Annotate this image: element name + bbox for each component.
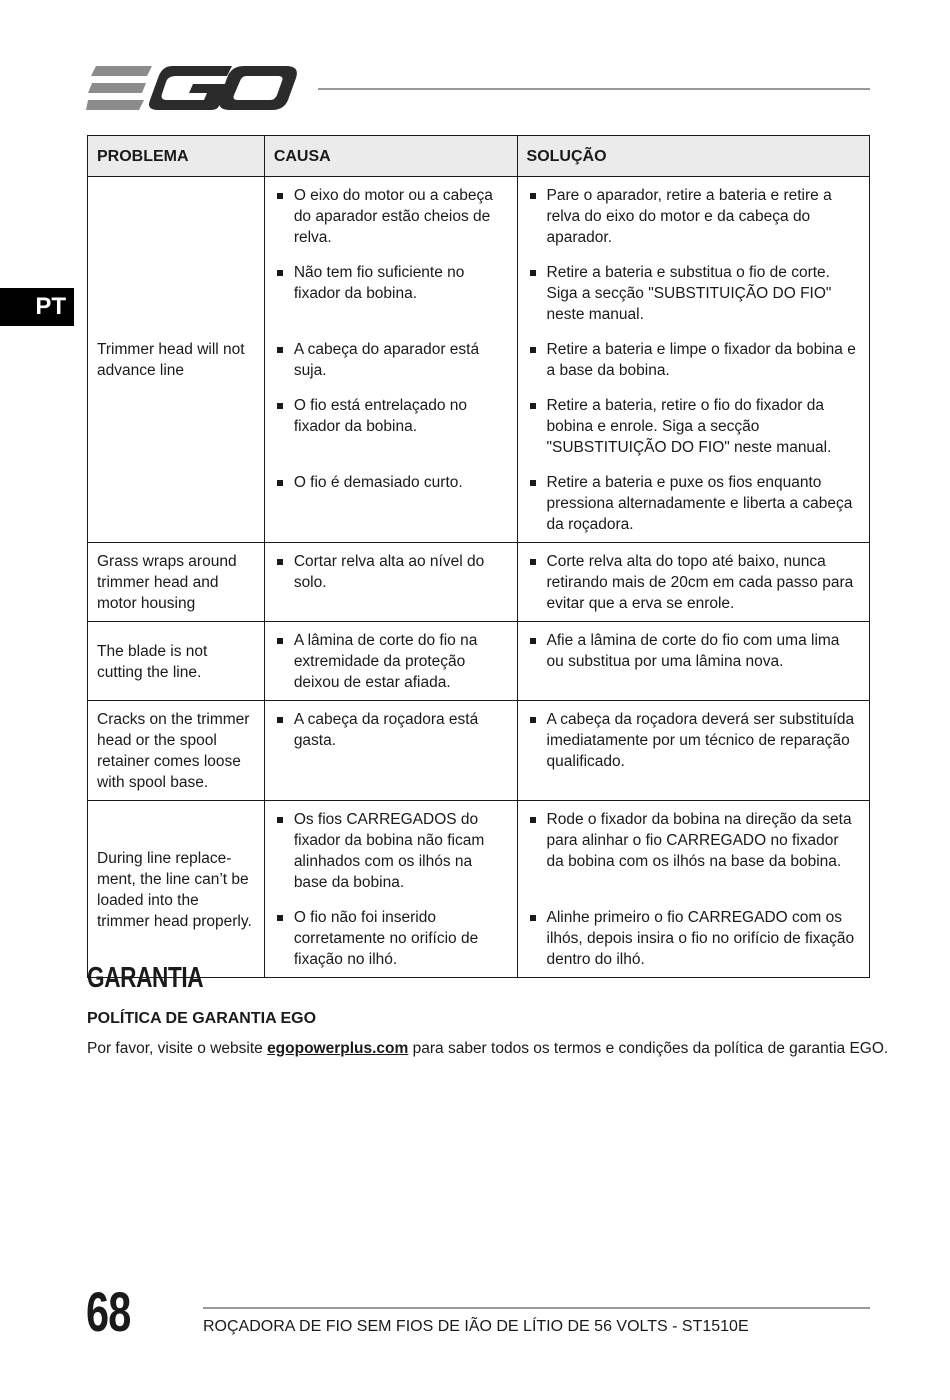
header-rule [318, 88, 870, 90]
warranty-text-after: para saber todos os termos e condições da política de garantia EGO. [408, 1040, 889, 1057]
warranty-link[interactable]: egopowerplus.com [267, 1040, 409, 1057]
warranty-subtitle: POLÍTICA DE GARANTIA EGO [87, 1010, 317, 1027]
header-cause: CAUSA [264, 136, 517, 177]
table-row [88, 701, 870, 801]
problem-cell: Grass wraps around trimmer head and motor housing [88, 543, 265, 622]
cause-item: A cabeça da roçadora está gasta. [274, 709, 508, 772]
table-row [88, 543, 870, 622]
footer-title: ROÇADORA DE FIO SEM FIOS DE IÃO DE LÍTIO DE 56 VOLTS - ST1510E [203, 1318, 749, 1335]
cause-item: O fio não foi inserido corretamente no orifício de fixação no ilhó. [274, 907, 508, 970]
cause-list [274, 630, 508, 693]
cause-list [274, 809, 508, 970]
warranty-text-before: Por favor, visite o website [87, 1040, 268, 1057]
language-tab: PT [0, 288, 74, 326]
table-header-row [88, 136, 870, 177]
solution-item: Corte relva alta do topo até baixo, nunca retirando mais de 20cm em cada passo para evitar que a erva se enrole. [527, 551, 860, 614]
solution-cell [517, 177, 869, 543]
solution-cell [517, 801, 869, 978]
problem-cell: The blade is not cutting the line. [88, 622, 265, 701]
solution-item: Rode o fixador da bobina na direção da seta para alinhar o fio CARREGADO no fixador da bobina com os ilhós na base da bobina. [527, 809, 860, 893]
solution-item: A cabeça da roçadora deverá ser substituída imediatamente por um técnico de reparação qualificado. [527, 709, 860, 772]
cause-list [274, 185, 508, 535]
solution-list [527, 809, 860, 970]
cause-list [274, 551, 508, 614]
troubleshooting-table [87, 135, 870, 978]
footer-rule [203, 1307, 870, 1309]
cause-item: Cortar relva alta ao nível do solo. [274, 551, 508, 614]
cause-item: A lâmina de corte do fio na extremidade da proteção deixou de estar afiada. [274, 630, 508, 693]
cause-cell [264, 543, 517, 622]
solution-item: Retire a bateria e puxe os fios enquanto pressiona alternadamente e liberta a cabeça da roçadora. [527, 472, 860, 535]
ego-logo [86, 62, 298, 114]
cause-cell [264, 801, 517, 978]
cause-item: O fio é demasiado curto. [274, 472, 508, 535]
warranty-title: GARANTIA [87, 962, 204, 994]
solution-cell [517, 543, 869, 622]
cause-item: O eixo do motor ou a cabeça do aparador estão cheios de relva. [274, 185, 508, 248]
solution-item: Retire a bateria e limpe o fixador da bobina e a base da bobina. [527, 339, 860, 381]
solution-item: Pare o aparador, retire a bateria e retire a relva do eixo do motor e da cabeça do aparador. [527, 185, 860, 248]
header-solution: SOLUÇÃO [517, 136, 869, 177]
table-row [88, 622, 870, 701]
cause-item: Não tem fio suficiente no fixador da bobina. [274, 262, 508, 325]
cause-cell [264, 701, 517, 801]
table-row [88, 801, 870, 978]
cause-cell [264, 177, 517, 543]
cause-list [274, 709, 508, 772]
cause-item: O fio está entrelaçado no fixador da bobina. [274, 395, 508, 458]
problem-cell: Cracks on the trimmer head or the spool retainer comes loose with spool base. [88, 701, 265, 801]
solution-cell [517, 701, 869, 801]
warranty-text [87, 1040, 888, 1058]
solution-item: Afie a lâmina de corte do fio com uma lima ou substitua por uma lâmina nova. [527, 630, 860, 693]
problem-cell: During line replace-ment, the line can’t be loaded into the trimmer head properly. [88, 801, 265, 978]
solution-list [527, 709, 860, 772]
table-row [88, 177, 870, 543]
solution-list [527, 185, 860, 535]
solution-item: Retire a bateria e substitua o fio de corte. Siga a secção "SUBSTITUIÇÃO DO FIO" neste manual. [527, 262, 860, 325]
solution-item: Retire a bateria, retire o fio do fixador da bobina e enrole. Siga a secção "SUBSTITUIÇÃO DO FIO" neste manual. [527, 395, 860, 458]
solution-list [527, 630, 860, 693]
solution-list [527, 551, 860, 614]
problem-cell: Trimmer head will not advance line [88, 177, 265, 543]
page-number: 68 [86, 1280, 131, 1343]
cause-cell [264, 622, 517, 701]
solution-item: Alinhe primeiro o fio CARREGADO com os ilhós, depois insira o fio no orifício de fixação dentro do ilhó. [527, 907, 860, 970]
cause-item: Os fios CARREGADOS do fixador da bobina não ficam alinhados com os ilhós na base da bobina. [274, 809, 508, 893]
header-problem: PROBLEMA [88, 136, 265, 177]
cause-item: A cabeça do aparador está suja. [274, 339, 508, 381]
solution-cell [517, 622, 869, 701]
